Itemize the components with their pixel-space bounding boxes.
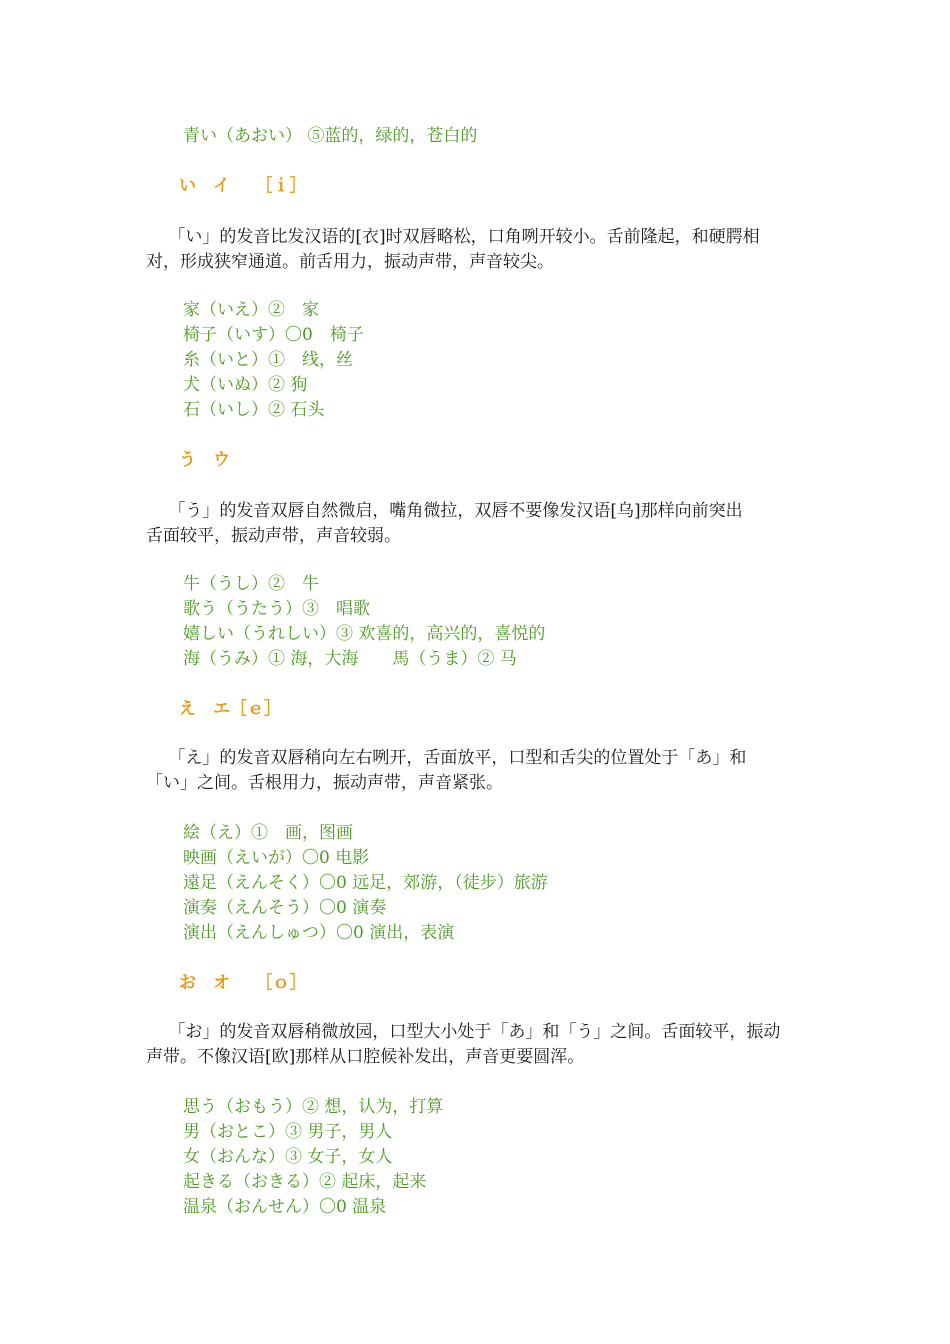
vocab-line: 思う（おもう）② 想，认为，打算 — [183, 1097, 444, 1117]
vocab-line: 嬉しい（うれしい）③ 欢喜的，高兴的，喜悦的 — [183, 624, 546, 644]
description-line: 「う」的发音双唇自然微启，嘴角微拉，双唇不要像发汉语[乌]那样向前突出 — [146, 501, 743, 521]
vocab-line: 温泉（おんせん）〇0 温泉 — [183, 1197, 387, 1217]
vocab-line: 海（うみ）① 海，大海 馬（うま）② 马 — [183, 649, 517, 669]
vocab-line: 青い（あおい） ⑤蓝的，绿的，苍白的 — [183, 126, 478, 146]
description-line: 「え」的发音双唇稍向左右咧开，舌面放平，口型和舌尖的位置处于「あ」和 — [146, 748, 747, 768]
vocab-line: 演出（えんしゅつ）〇0 演出，表演 — [183, 923, 455, 943]
vocab-line: 絵（え）① 画，图画 — [183, 823, 353, 843]
vocab-line: 歌う（うたう）③ 唱歌 — [183, 599, 370, 619]
vocab-line: 犬（いぬ）② 狗 — [183, 375, 308, 395]
section-heading-o: お オ ［ｏ］ — [179, 973, 307, 993]
vocab-line: 映画（えいが）〇0 电影 — [183, 848, 370, 868]
vocab-line: 女（おんな）③ 女子，女人 — [183, 1147, 393, 1167]
vocab-line: 糸（いと）① 线，丝 — [183, 350, 353, 370]
section-heading-e: え エ［ｅ］ — [179, 699, 281, 719]
vocab-line: 牛（うし）② 牛 — [183, 574, 319, 594]
description-line: 「い」之间。舌根用力，振动声带，声音紧张。 — [146, 773, 503, 793]
vocab-line: 家（いえ）② 家 — [183, 300, 319, 320]
vocab-line: 椅子（いす）〇0 椅子 — [183, 325, 364, 345]
vocab-line: 起きる（おきる）② 起床，起来 — [183, 1172, 427, 1192]
section-heading-u: う ウ — [179, 450, 230, 470]
vocab-line: 石（いし）② 石头 — [183, 400, 325, 420]
description-line: 声带。不像汉语[欧]那样从口腔候补发出，声音更要圆浑。 — [146, 1047, 585, 1067]
description-line: 「い」的发音比发汉语的[衣]时双唇略松，口角咧开较小。舌前隆起，和硬腭相 — [146, 227, 760, 247]
vocab-line: 遠足（えんそく）〇0 远足，郊游，（徒步）旅游 — [183, 873, 548, 893]
description-line: 对，形成狭窄通道。前舌用力，振动声带，声音较尖。 — [146, 252, 554, 272]
description-line: 「お」的发音双唇稍微放园，口型大小处于「あ」和「う」之间。舌面较平，振动 — [146, 1022, 781, 1042]
section-heading-i: い イ ［ｉ］ — [179, 176, 307, 196]
vocab-line: 男（おとこ）③ 男子，男人 — [183, 1122, 393, 1142]
vocab-line: 演奏（えんそう）〇0 演奏 — [183, 898, 387, 918]
description-line: 舌面较平，振动声带，声音较弱。 — [146, 526, 401, 546]
